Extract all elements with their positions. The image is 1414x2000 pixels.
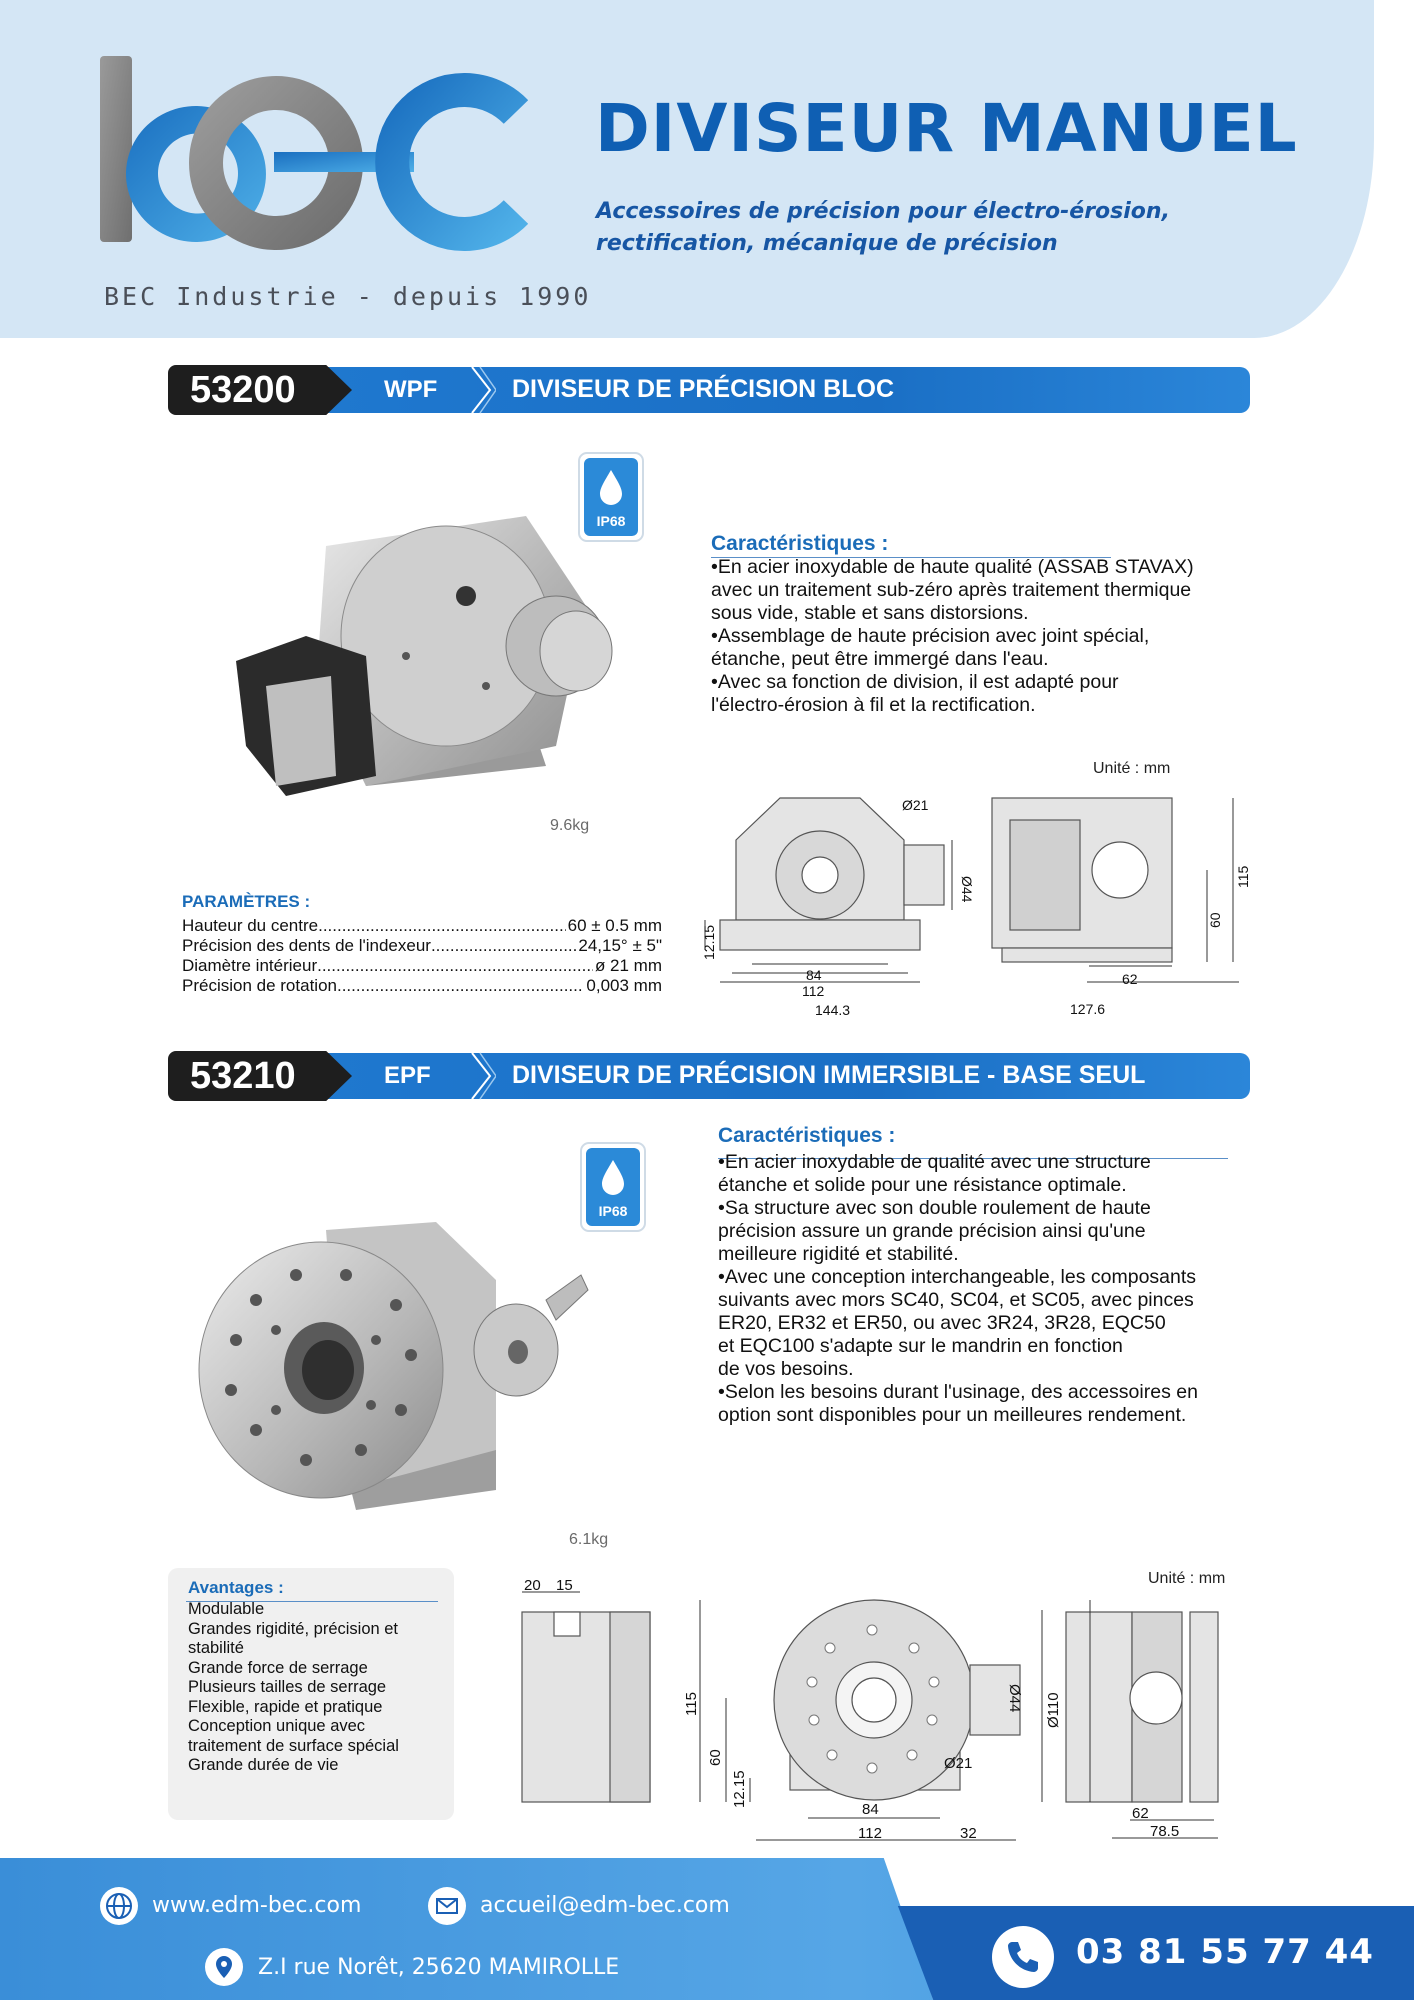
product-title: DIVISEUR DE PRÉCISION IMMERSIBLE - BASE SEUL [512,1061,1146,1089]
product-banner-53200 [168,365,1250,415]
parameter-label: Précision des dents de l'indexeur [182,936,431,955]
parameter-label: Diamètre intérieur [182,956,318,975]
characteristics-title: Caractéristiques : [718,1124,896,1147]
dimension-label: Ø110 [1045,1692,1062,1728]
chevron-right-icon [468,1051,496,1101]
phone-number[interactable]: 03 81 55 77 44 [1076,1932,1374,1972]
dimension-label: 84 [806,967,822,983]
parameter-row [182,916,662,936]
globe-icon [100,1887,138,1925]
characteristics-line: •Assemblage de haute précision avec joint spécial, [711,625,1150,647]
characteristics-text [718,1151,1198,1427]
characteristics-line: avec un traitement sub-zéro après traitement thermique [711,579,1192,601]
dimension-label: Ø21 [902,797,929,813]
product-weight: 9.6kg [550,817,590,834]
characteristics-line: précision assure un grande précision ainsi qu'une [718,1220,1146,1242]
advantage-item: traitement de surface spécial [188,1736,399,1755]
dimension-label: 12.15 [731,1770,748,1808]
unit-label: Unité : mm [1093,760,1171,777]
parameter-row [182,936,662,956]
characteristics-line: l'électro-érosion à fil et la rectification. [711,694,1036,716]
product-photo-53210 [196,1220,596,1520]
parameter-label: Précision de rotation [182,976,337,995]
advantages-title: Avantages : [188,1578,284,1597]
advantage-item: stabilité [188,1639,244,1657]
ip68-badge [576,450,646,544]
address-text: Z.I rue Norêt, 25620 MAMIROLLE [258,1955,620,1980]
advantage-item: Flexible, rapide et pratique [188,1697,383,1716]
characteristics-line: étanche, peut être immergé dans l'eau. [711,648,1049,670]
advantage-item: Grande force de serrage [188,1658,368,1677]
characteristics-title: Caractéristiques : [711,532,889,555]
dimension-label: 12.15 [701,924,717,960]
parameter-row [182,976,662,996]
unit-label: Unité : mm [1148,1570,1226,1587]
parameter-label: Hauteur du centre [182,916,319,935]
chevron-right-icon [468,365,496,415]
dimension-label: 62 [1132,1805,1149,1822]
characteristics-line: ER20, ER32 et ER50, ou avec 3R24, 3R28, EQC50 [718,1312,1166,1334]
dimension-label: 127.6 [1070,1001,1106,1017]
ip68-label: IP68 [596,513,626,529]
location-pin-icon [205,1948,243,1986]
product-subcode: WPF [384,376,438,403]
advantage-item: Modulable [188,1600,265,1618]
logo-caption: BEC Industrie - depuis 1990 [104,282,592,311]
characteristics-line: •En acier inoxydable de qualité avec une structure [718,1151,1151,1173]
email-link[interactable]: accueil@edm-bec.com [480,1893,730,1918]
dimension-label: 84 [862,1801,879,1818]
product-code: 53200 [190,369,296,411]
dimension-label: Ø21 [944,1755,973,1772]
parameters-block [182,892,662,996]
parameter-row [182,956,662,976]
parameter-value: ø 21 mm [594,956,662,975]
parameters-title: PARAMÈTRES : [182,892,311,911]
dimension-label: 15 [556,1577,573,1594]
dimension-label: 115 [683,1692,700,1716]
dimension-label: 115 [1235,865,1251,888]
characteristics-line: •Sa structure avec son double roulement de haute [718,1197,1151,1219]
advantage-item: Grandes rigidité, précision et [188,1619,399,1638]
dimension-label: 62 [1122,971,1138,987]
parameter-value: 0,003 mm [586,976,662,995]
characteristics-line: sous vide, stable et sans distorsions. [711,602,1029,624]
phone-icon [992,1926,1054,1988]
page-subtitle [596,196,1296,260]
dimension-label: 144.3 [815,1002,851,1018]
bec-logo [96,52,528,252]
dimension-label: 32 [960,1825,977,1842]
dimension-label: Ø44 [1006,1684,1023,1713]
characteristics-line: étanche et solide pour une résistance optimale. [718,1174,1127,1196]
advantages-box [168,1568,454,1820]
advantage-item: Conception unique avec [188,1717,366,1735]
characteristics-line: suivants avec mors SC40, SC04, et SC05, avec pinces [718,1289,1194,1311]
page-title: DIVISEUR MANUEL [595,90,1298,167]
characteristics-line: •En acier inoxydable de haute qualité (ASSAB STAVAX) [711,556,1194,578]
dimension-label: 112 [858,1825,882,1842]
characteristics-line: et EQC100 s'adapte sur le mandrin en fonction [718,1335,1123,1357]
product-subcode: EPF [384,1062,431,1089]
subtitle-line: rectification, mécanique de précision [596,231,1058,256]
product-title: DIVISEUR DE PRÉCISION BLOC [512,375,894,403]
advantage-item: Plusieurs tailles de serrage [188,1678,387,1696]
ip68-label: IP68 [598,1203,628,1219]
dimension-label: 20 [524,1577,541,1594]
dimension-label: 60 [707,1749,724,1766]
technical-drawing-53200 [700,780,1260,1025]
characteristics-line: de vos besoins. [718,1358,854,1380]
advantage-item: Grande durée de vie [188,1756,339,1774]
dimension-label: 60 [1207,912,1223,928]
product-code: 53210 [190,1055,296,1097]
characteristics-line: •Selon les besoins durant l'usinage, des accessoires en [718,1381,1198,1403]
characteristics-line: meilleure rigidité et stabilité. [718,1243,959,1265]
parameter-value: 60 ± 0.5 mm [567,916,662,935]
dimension-label: 78.5 [1150,1823,1180,1840]
dimension-label: 112 [802,983,825,999]
dimension-label: Ø44 [959,876,975,903]
subtitle-line: Accessoires de précision pour électro-érosion, [596,199,1170,224]
website-link[interactable]: www.edm-bec.com [152,1893,362,1918]
ip68-badge [578,1140,648,1234]
mail-icon [428,1887,466,1925]
product-banner-53210 [168,1051,1250,1101]
product-weight: 6.1kg [569,1531,609,1548]
technical-drawing-53210 [500,1570,1260,1855]
parameter-value: 24,15° ± 5" [578,936,662,955]
characteristics-text [711,556,1194,717]
characteristics-line: option sont disponibles pour un meilleures rendement. [718,1404,1187,1426]
advantages-list [188,1600,448,1776]
characteristics-line: •Avec une conception interchangeable, les composants [718,1266,1197,1288]
characteristics-line: •Avec sa fonction de division, il est adapté pour [711,671,1119,693]
